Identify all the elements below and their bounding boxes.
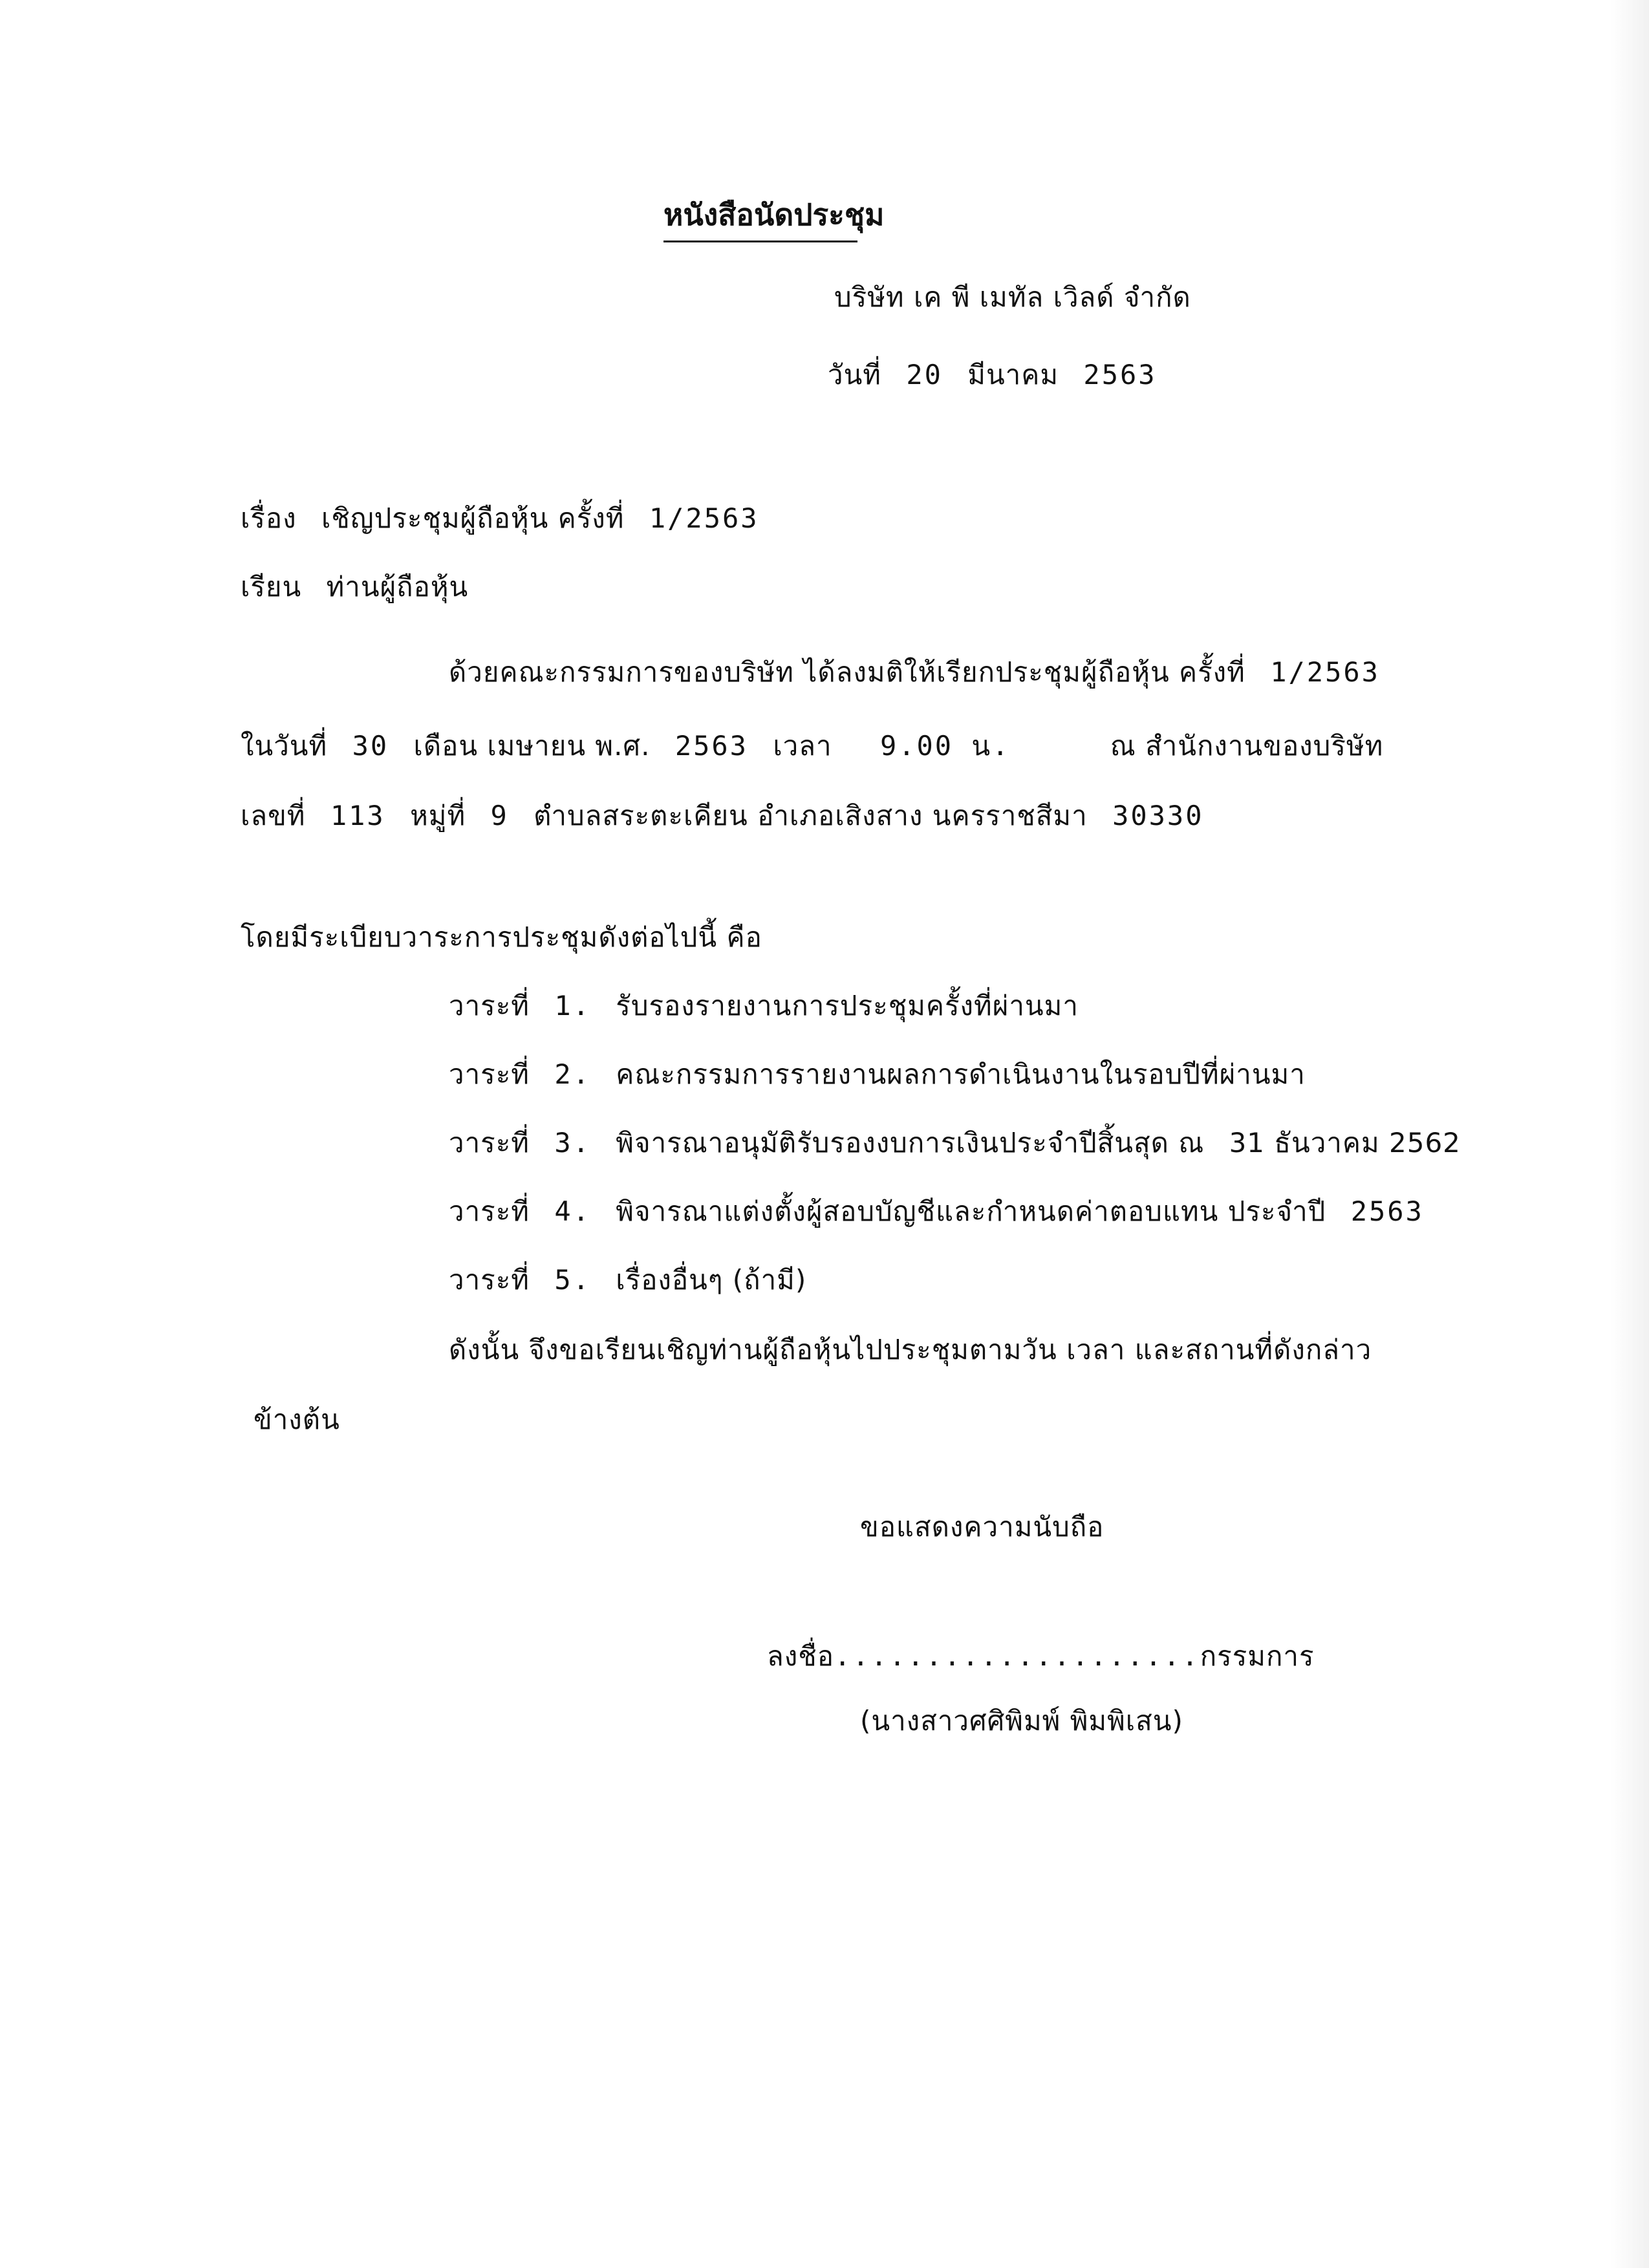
meeting-year: 2563 (674, 730, 748, 762)
meeting-time: 9.00 น. (879, 730, 1011, 762)
page-edge-shadow (1610, 0, 1649, 2268)
subject-label: เรื่อง (241, 502, 297, 534)
agenda-label: วาระที่ (449, 1264, 530, 1296)
agenda-number: 3. (554, 1127, 591, 1159)
agenda-label: วาระที่ (449, 1195, 530, 1227)
meeting-venue: ณ สำนักงานของบริษัท (1110, 730, 1384, 762)
agenda-text: พิจารณาแต่งตั้งผู้สอบบัญชีและกำหนดค่าตอบแทน ประจำปี (616, 1195, 1326, 1227)
agenda-item (449, 1261, 806, 1300)
regards: ขอแสดงความนับถือ (860, 1511, 1105, 1543)
meeting-on-label: ในวันที่ (241, 730, 328, 762)
subject-text: เชิญประชุมผู้ถือหุ้น ครั้งที่ (321, 502, 625, 534)
subject-line (241, 499, 759, 538)
address-moo-label: หมู่ที่ (410, 800, 466, 831)
address-moo: 9 (490, 800, 509, 831)
recipient-text: ท่านผู้ถือหุ้น (326, 571, 469, 603)
title-underline (663, 241, 857, 242)
agenda-text: คณะกรรมการรายงานผลการดำเนินงานในรอบปีที่ผ่านมา (616, 1058, 1306, 1090)
agenda-text: เรื่องอื่นๆ (ถ้ามี) (616, 1264, 807, 1296)
signature-role: กรรมการ (1200, 1640, 1315, 1672)
subject-number: 1/2563 (649, 502, 759, 534)
body-line-2 (241, 727, 1383, 765)
date-day: 20 (906, 359, 943, 390)
body-line1-number: 1/2563 (1270, 656, 1380, 688)
agenda-item (449, 1055, 1306, 1094)
closing-line-1: ดังนั้น จึงขอเรียนเชิญท่านผู้ถือหุ้นไปประชุมตามวัน เวลา และสถานที่ดังกล่าว (449, 1334, 1372, 1365)
date-label: วันที่ (828, 359, 881, 390)
address-text: ตำบลสระตะเคียน อำเภอเสิงสาง นครราชสีมา (534, 800, 1088, 831)
date-year: 2563 (1083, 359, 1157, 390)
address-zip: 30330 (1112, 800, 1204, 831)
signatory-name: (นางสาวศศิพิมพ์ พิมพิเสน) (860, 1705, 1183, 1737)
address-house-number: 113 (330, 800, 385, 831)
agenda-text: รับรองรายงานการประชุมครั้งที่ผ่านมา (616, 990, 1079, 1022)
body-line-3 (241, 797, 1204, 835)
agenda-label: วาระที่ (449, 990, 530, 1022)
agenda-item (449, 1192, 1424, 1231)
agenda-number: 2. (554, 1058, 591, 1090)
agenda-item (449, 987, 1079, 1025)
agenda-label: วาระที่ (449, 1058, 530, 1090)
company-name: บริษัท เค พี เมทัล เวิลด์ จำกัด (834, 281, 1191, 313)
letter-date (828, 356, 1157, 394)
agenda-number: 5. (554, 1264, 591, 1296)
closing-line-2: ข้างต้น (253, 1404, 340, 1435)
document-title: หนังสือนัดประชุม (663, 197, 885, 232)
meeting-day: 30 (352, 730, 389, 762)
signature-dots: .................... (834, 1640, 1200, 1672)
body-line-1 (449, 653, 1380, 692)
meeting-month: เดือน เมษายน พ.ศ. (413, 730, 651, 762)
meeting-time-label: เวลา (773, 730, 832, 762)
recipient-label: เรียน (241, 571, 302, 603)
recipient-line (241, 568, 468, 606)
agenda-number: 1. (554, 990, 591, 1022)
agenda-label: วาระที่ (449, 1127, 530, 1159)
body-line1-text: ด้วยคณะกรรมการของบริษัท ได้ลงมติให้เรียกประชุมผู้ถือหุ้น ครั้งที่ (449, 656, 1245, 688)
agenda-intro: โดยมีระเบียบวาระการประชุมดังต่อไปนี้ คือ (241, 921, 762, 953)
agenda-text: พิจารณาอนุมัติรับรองงบการเงินประจำปีสิ้นสุด ณ (616, 1127, 1205, 1159)
agenda-extra: 31 ธันวาคม 2562 (1229, 1127, 1461, 1159)
date-month: มีนาคม (967, 359, 1059, 390)
address-label: เลขที่ (241, 800, 306, 831)
agenda-number: 4. (554, 1195, 591, 1227)
signature-prefix: ลงชื่อ (767, 1640, 834, 1672)
signature-line (767, 1637, 1315, 1676)
agenda-item (449, 1124, 1461, 1162)
agenda-extra: 2563 (1350, 1195, 1424, 1227)
